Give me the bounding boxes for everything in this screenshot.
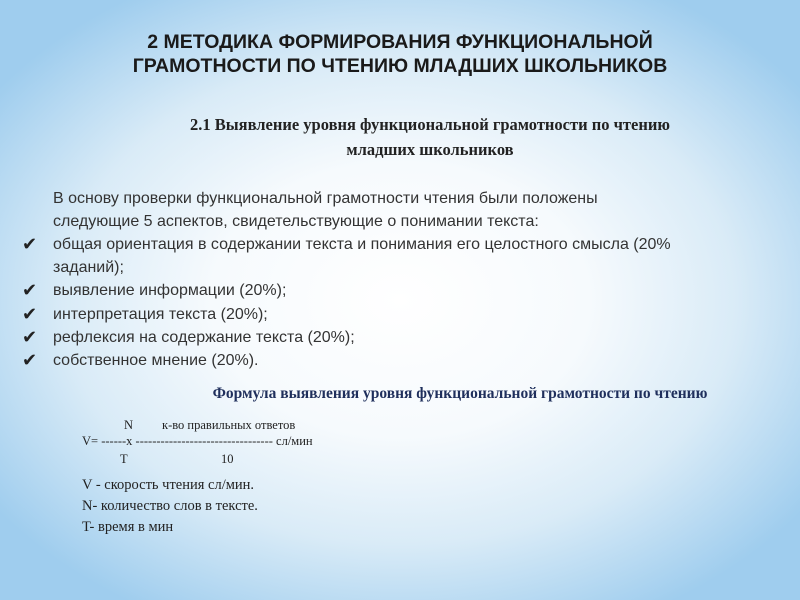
intro-paragraph bbox=[53, 187, 783, 233]
checkmark-icon: ✔ bbox=[22, 280, 38, 302]
legend-item: N- количество слов в тексте. bbox=[82, 498, 258, 514]
checkmark-icon: ✔ bbox=[22, 234, 38, 255]
checkmark-icon: ✔ bbox=[22, 350, 38, 372]
aspect-text-line: рефлексия на содержание текста (20%); bbox=[53, 328, 355, 346]
formula-n-label: N bbox=[124, 418, 134, 432]
checkmark-icon: ✔ bbox=[22, 303, 38, 325]
aspect-text-line: интерпретация текста (20%); bbox=[53, 305, 268, 323]
list-item bbox=[22, 279, 782, 302]
aspect-text-line: выявление информации (20%); bbox=[53, 282, 287, 300]
title-line-2: ГРАМОТНОСТИ ПО ЧТЕНИЮ МЛАДШИХ ШКОЛЬНИКОВ bbox=[132, 55, 668, 77]
aspects-list bbox=[22, 233, 782, 372]
formula-title: Формула выявления уровня функциональной грамотности по чтению bbox=[212, 385, 708, 402]
list-item bbox=[22, 326, 782, 349]
legend-item: V - скорость чтения сл/мин. bbox=[82, 477, 255, 493]
list-item bbox=[22, 233, 782, 279]
list-item bbox=[22, 349, 782, 372]
formula-divisor: 10 bbox=[221, 452, 234, 466]
intro-line-1: В основу проверки функциональной грамотности чтения были положены bbox=[53, 190, 598, 207]
intro-line-2: следующие 5 аспектов, свидетельствующие о понимании текста: bbox=[53, 213, 539, 230]
aspect-text-line: заданий); bbox=[53, 259, 124, 277]
checkmark-icon: ✔ bbox=[22, 326, 38, 348]
formula-main-line: V= ------х --------------------------------- сл/мин bbox=[82, 434, 313, 448]
formula-t-label: T bbox=[120, 452, 128, 466]
aspect-text-line: собственное мнение (20%). bbox=[53, 352, 259, 370]
subtitle-line-1: 2.1 Выявление уровня функциональной грамотности по чтению bbox=[190, 115, 670, 134]
list-item bbox=[22, 303, 782, 326]
formula-count-label: к-во правильных ответов bbox=[162, 418, 296, 432]
legend-item: T- время в мин bbox=[82, 519, 174, 535]
title-line-1: 2 МЕТОДИКА ФОРМИРОВАНИЯ ФУНКЦИОНАЛЬНОЙ bbox=[147, 31, 653, 53]
subtitle-line-2: младших школьников bbox=[346, 140, 514, 159]
formula-legend bbox=[82, 475, 258, 538]
aspect-text-line: общая ориентация в содержании текста и понимания его целостного смысла (20% bbox=[53, 236, 671, 253]
section-subtitle bbox=[60, 112, 800, 162]
slide-title bbox=[40, 30, 760, 78]
